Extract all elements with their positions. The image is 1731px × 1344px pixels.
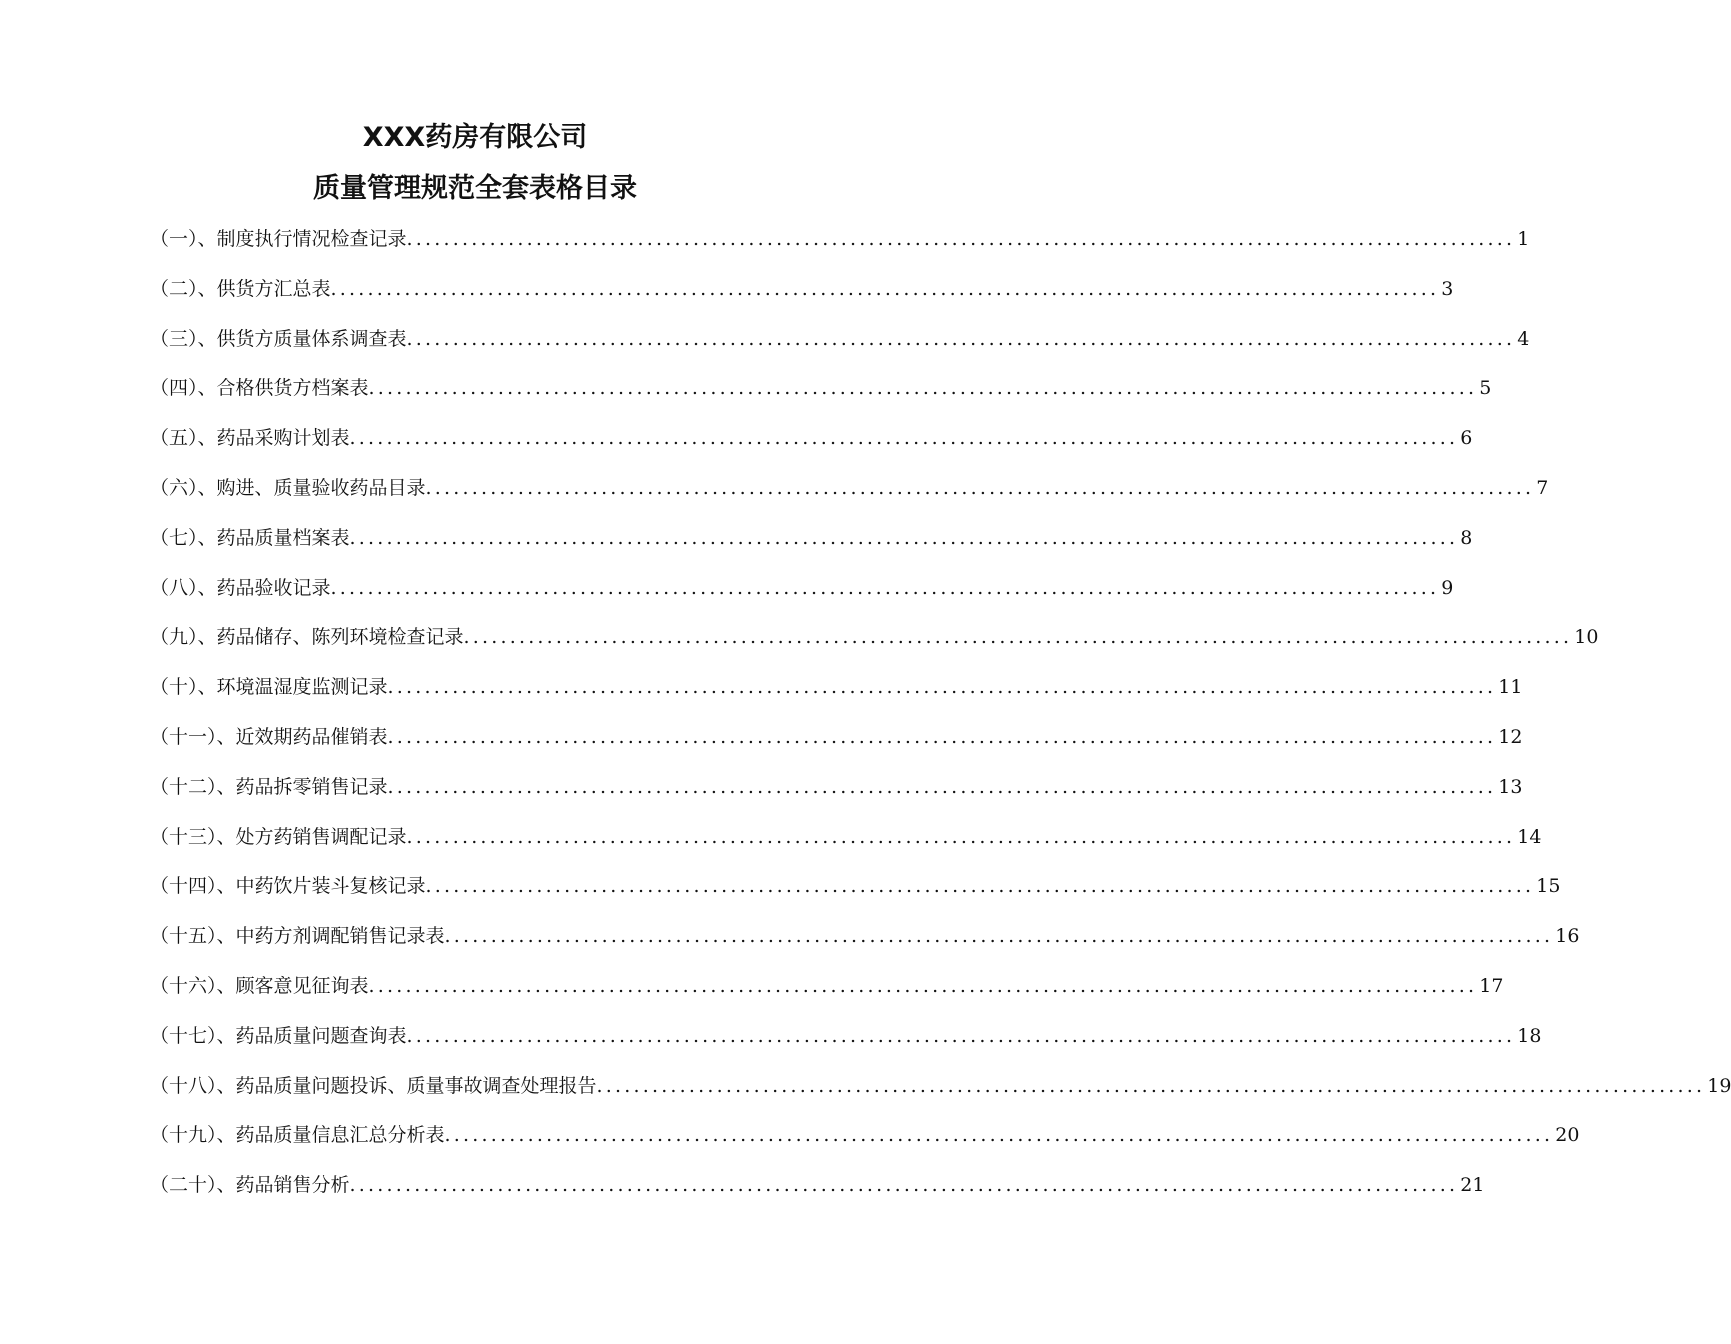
toc-page-number: 4 bbox=[1517, 327, 1530, 350]
toc-page-number: 14 bbox=[1517, 825, 1542, 848]
toc-entry[interactable] bbox=[150, 868, 1561, 918]
table-of-contents bbox=[150, 221, 1731, 1217]
toc-entry-label: （一）、制度执行情况检查记录 bbox=[150, 228, 407, 250]
toc-page-number: 5 bbox=[1479, 377, 1492, 400]
toc-entry-label: （十六）、顾客意见征询表 bbox=[150, 974, 369, 997]
toc-page-number: 11 bbox=[1498, 676, 1523, 699]
toc-entry[interactable] bbox=[150, 570, 1454, 620]
toc-page-number: 18 bbox=[1517, 1024, 1542, 1047]
toc-page-number: 3 bbox=[1441, 277, 1454, 300]
dot-leader: ........................................................................................................................ bbox=[387, 775, 1497, 798]
toc-page-number: 20 bbox=[1555, 1124, 1580, 1147]
toc-page-number: 8 bbox=[1460, 526, 1473, 549]
toc-entry-label: （七）、药品质量档案表 bbox=[150, 526, 350, 549]
toc-entry[interactable] bbox=[150, 819, 1542, 869]
toc-entry[interactable] bbox=[150, 1167, 1485, 1217]
toc-page-number: 17 bbox=[1479, 974, 1504, 997]
dot-leader: ........................................................................................................................ bbox=[425, 476, 1535, 499]
toc-entry-label: （八）、药品验收记录 bbox=[150, 576, 331, 599]
dot-leader: ........................................................................................................................ bbox=[368, 974, 1478, 997]
dot-leader: ........................................................................................................................ bbox=[349, 526, 1459, 549]
dot-leader: ........................................................................................................................ bbox=[387, 676, 1497, 699]
toc-entry[interactable] bbox=[150, 520, 1473, 570]
toc-entry[interactable] bbox=[150, 918, 1580, 968]
toc-entry[interactable] bbox=[150, 370, 1492, 420]
dot-leader: ........................................................................................................................ bbox=[349, 427, 1459, 450]
toc-entry-label: （十七）、药品质量问题查询表 bbox=[150, 1024, 407, 1047]
dot-leader: ........................................................................................................................ bbox=[406, 825, 1516, 848]
toc-page-number: 21 bbox=[1460, 1174, 1485, 1197]
dot-leader: ........................................................................................................................ bbox=[330, 576, 1440, 599]
dot-leader: ........................................................................................................................ bbox=[330, 277, 1440, 300]
company-title: XXX药房有限公司 bbox=[362, 122, 588, 153]
toc-entry[interactable] bbox=[150, 1117, 1580, 1167]
toc-page-number: 9 bbox=[1441, 576, 1454, 599]
toc-page-number: 16 bbox=[1555, 925, 1580, 948]
toc-page-number: 1 bbox=[1517, 228, 1530, 250]
toc-entry-label: （二）、供货方汇总表 bbox=[150, 277, 331, 300]
dot-leader: ........................................................................................................................ bbox=[444, 925, 1554, 948]
toc-page-number: 6 bbox=[1460, 427, 1473, 450]
toc-entry-label: （十四）、中药饮片装斗复核记录 bbox=[150, 875, 426, 898]
toc-page-number: 10 bbox=[1574, 626, 1599, 649]
dot-leader: ........................................................................................................................ bbox=[444, 1124, 1554, 1147]
toc-entry[interactable] bbox=[150, 669, 1523, 719]
dot-leader: ........................................................................................................................ bbox=[596, 1074, 1706, 1097]
dot-leader: ........................................................................................................................ bbox=[368, 377, 1478, 400]
toc-entry-label: （三）、供货方质量体系调查表 bbox=[150, 327, 407, 350]
dot-leader: ........................................................................................................................ bbox=[406, 228, 1516, 250]
toc-entry-label: （十五）、中药方剂调配销售记录表 bbox=[150, 925, 445, 948]
toc-entry[interactable] bbox=[150, 271, 1454, 321]
toc-page-number: 13 bbox=[1498, 775, 1523, 798]
toc-entry-label: （十）、环境温湿度监测记录 bbox=[150, 676, 388, 699]
toc-entry-label: （十九）、药品质量信息汇总分析表 bbox=[150, 1124, 445, 1147]
toc-entry[interactable] bbox=[150, 769, 1523, 819]
toc-entry-label: （十三）、处方药销售调配记录 bbox=[150, 825, 407, 848]
toc-entry[interactable] bbox=[150, 221, 1530, 271]
toc-entry[interactable] bbox=[150, 968, 1504, 1018]
toc-entry[interactable] bbox=[150, 321, 1530, 371]
toc-entry[interactable] bbox=[150, 1068, 1731, 1118]
toc-entry-label: （十八）、药品质量问题投诉、质量事故调查处理报告 bbox=[150, 1074, 597, 1097]
toc-entry-label: （九）、药品储存、陈列环境检查记录 bbox=[150, 626, 464, 649]
toc-entry-label: （二十）、药品销售分析 bbox=[150, 1174, 350, 1197]
toc-entry[interactable] bbox=[150, 719, 1523, 769]
dot-leader: ........................................................................................................................ bbox=[463, 626, 1573, 649]
toc-title: 质量管理规范全套表格目录 bbox=[313, 173, 637, 204]
toc-page-number: 19 bbox=[1707, 1074, 1731, 1097]
toc-entry-label: （六）、购进、质量验收药品目录 bbox=[150, 476, 426, 499]
dot-leader: ........................................................................................................................ bbox=[387, 725, 1497, 748]
toc-entry[interactable] bbox=[150, 1018, 1542, 1068]
dot-leader: ........................................................................................................................ bbox=[406, 1024, 1516, 1047]
dot-leader: ........................................................................................................................ bbox=[349, 1174, 1459, 1197]
toc-page-number: 7 bbox=[1536, 476, 1549, 499]
toc-entry-label: （五）、药品采购计划表 bbox=[150, 427, 350, 450]
toc-entry-label: （十二）、药品拆零销售记录 bbox=[150, 775, 388, 798]
dot-leader: ........................................................................................................................ bbox=[425, 875, 1535, 898]
toc-entry[interactable] bbox=[150, 420, 1473, 470]
toc-entry[interactable] bbox=[150, 619, 1599, 669]
toc-entry-label: （十一）、近效期药品催销表 bbox=[150, 725, 388, 748]
toc-entry-label: （四）、合格供货方档案表 bbox=[150, 377, 369, 400]
dot-leader: ........................................................................................................................ bbox=[406, 327, 1516, 350]
toc-page-number: 15 bbox=[1536, 875, 1561, 898]
toc-entry[interactable] bbox=[150, 470, 1549, 520]
toc-page-number: 12 bbox=[1498, 725, 1523, 748]
